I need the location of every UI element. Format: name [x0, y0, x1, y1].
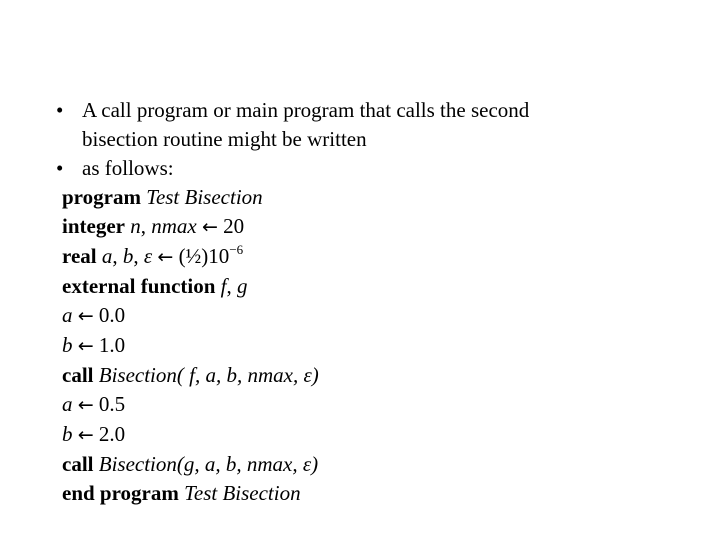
code-line-program	[62, 183, 682, 212]
separator: ,	[140, 214, 152, 238]
variable: a	[101, 244, 113, 268]
keyword: real	[62, 244, 97, 268]
variable: b	[122, 244, 134, 268]
variable: b	[62, 422, 73, 446]
code-line-assign-b-2	[62, 420, 682, 450]
value: 1.0	[98, 333, 126, 357]
code-line-integer	[62, 212, 682, 242]
code-line-call-2	[62, 450, 682, 479]
keyword: end program	[62, 481, 179, 505]
slide-body	[56, 96, 682, 508]
call-expression: Bisection(g, a, b, nmax, ε)	[98, 452, 319, 476]
bullet-item-1	[56, 96, 682, 154]
function-name: f	[220, 274, 227, 298]
assign-arrow: ←	[77, 424, 94, 446]
code-line-assign-a-2	[62, 390, 682, 420]
bullet-text-line: bisection routine might be written	[82, 127, 367, 151]
assign-arrow: ←	[157, 246, 174, 268]
program-name: Test Bisection	[146, 185, 263, 209]
value: 0.0	[98, 303, 126, 327]
bullet-text-line: as follows:	[82, 156, 174, 180]
code-line-end-program	[62, 479, 682, 508]
keyword: call	[62, 452, 94, 476]
variable: ε	[143, 244, 153, 268]
bullet-item-2	[56, 154, 682, 183]
bullet-marker: •	[56, 156, 64, 180]
variable: a	[62, 303, 73, 327]
assign-arrow: ←	[77, 394, 94, 416]
keyword: external function	[62, 274, 216, 298]
code-line-real: real a, b, ε ← $(\frac{1}{2})10^{-6}$	[62, 242, 244, 268]
call-expression: Bisection( f, a, b, nmax, ε)	[98, 363, 319, 387]
assign-arrow: ←	[77, 305, 94, 327]
keyword: integer	[62, 214, 125, 238]
code-line-external: external function f, g	[62, 274, 248, 298]
exponent: −6	[229, 242, 244, 257]
value: (½)10	[178, 244, 230, 268]
variable: a	[62, 392, 73, 416]
keyword: program	[62, 185, 141, 209]
bullet-marker: •	[56, 98, 64, 122]
code-line-assign-b	[62, 331, 682, 361]
code-line-assign-a	[62, 301, 682, 331]
keyword: call	[62, 363, 94, 387]
value: 0.5	[98, 392, 126, 416]
code-line-call-1	[62, 361, 682, 390]
program-name: Test Bisection	[184, 481, 301, 505]
function-name: g	[237, 274, 248, 298]
variable: b	[62, 333, 73, 357]
variable: n	[130, 214, 141, 238]
assign-arrow: ←	[77, 335, 94, 357]
assign-arrow: ←	[201, 216, 218, 238]
value: 20	[223, 214, 245, 238]
bullet-text-line: A call program or main program that calls the second	[82, 98, 530, 122]
variable: nmax	[151, 214, 197, 238]
value: 2.0	[98, 422, 126, 446]
